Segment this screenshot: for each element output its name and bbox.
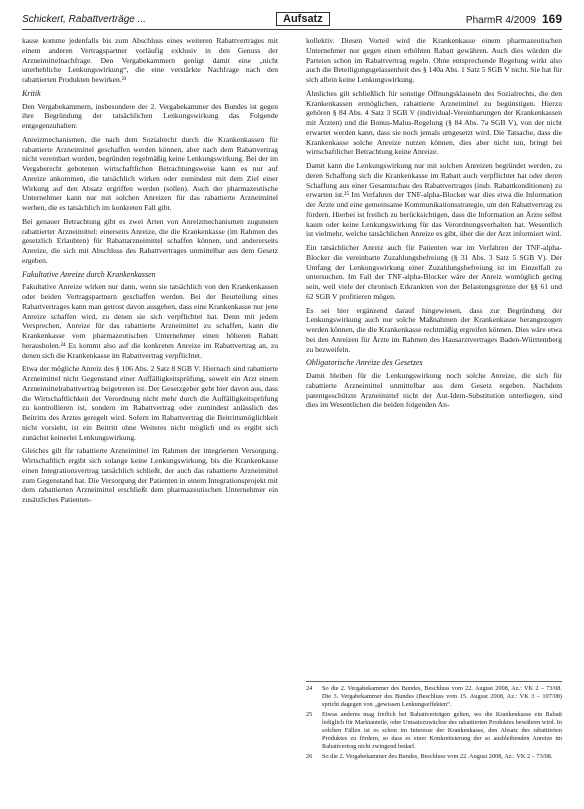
paragraph: Den Vergabekammern, insbesondere der 2. Vergabekammer des Bundes ist gegen ihre Begründung der tatsächlichen Lenkungswirkung das Folgende entgegenzuhalten:: [22, 101, 278, 130]
footnote-number: 26: [306, 753, 313, 760]
running-title: Schickert, Rabattverträge ...: [22, 14, 146, 25]
paragraph: Etwa der mögliche Anreiz des § 106 Abs. 2 Satz 8 SGB V: Hiernach sind rabattierte Arzneimittel nicht Gegenstand einer Auffälligkeitsprüfung, soweit ein Arzt einem Arzneimittelrabattvertrag beigetreten ist. Der Gesetzgeber geht hier davon aus, dass die Wirtschaftlichkeit der Verordnung nicht mehr durch die Auffälligkeitsprüfung zu kontrollieren ist, sondern im Rabattvertrag oder zumindest anlässlich des Beitritts des Arztes geregelt wird. Sofern im Rabattvertrag die Beitrittsmöglichkeit nicht vorsieht, ist ein Beitritt ohne Weiteres nicht möglich und es ergibt sich zunächst keinerlei Lenkungswirkung.: [22, 364, 278, 442]
paragraph: Bei genauer Betrachtung gibt es zwei Arten von Anreizmechanismen zugunsten rabattierter Arzneimittel: einerseits Anreize, die die Krankenkasse (im Rahmen des gesetzlich Erlaubten) für Rabattarzneimittel schaffen können, und andererseits Anreize, die sich mit Abschluss des Rabattvertrages unmittelbar aus dem Gesetz ergeben.: [22, 216, 278, 265]
footnote-text: So die 2. Vergabekammer des Bundes, Beschluss vom 22. August 2008, Az.: VK 2 – 73/08. Die 3. Vergabekammer des Bundes (Beschluss vom 15. August 2008, Az.: VK 3 – 107/08) spricht dagegen von „gewissen Lenkungseffekten“.: [322, 685, 562, 708]
paragraph: Ein tatsächlicher Anreiz auch für Patienten war im Verfahren der TNF-alpha-Blocker die vereinbarte Zuzahlungsbefreiung (§ 31 Abs. 3 Satz 5 SGB V). Der Umfang der Lenkungswirkung einer Zuzahlungsbefreiung ist im Einzelfall zu untersuchen. Im Fall der TNF-alpha-Blocker wäre der Anreiz womöglich gering sein, weil viele der chronisch Erkrankten von der Belastungsgrenze der §§ 61 und 62 SGB V profitieren mögen.: [306, 243, 562, 301]
paragraph: Fakultative Anreize wirken nur dann, wenn sie tatsächlich von den Krankenkassen oder beiden Vertragspartnern geschaffen werden. Bei der Beurteilung eines Rabattvertrages kann man getrost davon ausgehen, dass eine Krankenkasse nur jene Anreize schaffen wird, zu denen sie sich verpflichtet hat. Denn mit jedem Versprechen, Anreize für das rabattierte Arzneimittel zu schaffen, kann die Krankenkasse vom pharmazeutischen Unternehmer einen höheren Rabatt herausholen.²⁴ Es kommt also auf die konkreten Anreize im Rabattvertrag an, zu denen sich die Krankenkasse im Rabattvertrag verpflichtet.: [22, 282, 278, 360]
footnote: [306, 685, 562, 709]
right-column: [306, 36, 562, 414]
footnote-text: Etwas anderes mag freilich bei Rabattverträgen gelten, wo die Krankenkasse ein Rabatt lediglich für Marktanteile, oder Umsatzzuwächse des rabattierten Produktes bewähren wird. In solchen Fällen ist es schon im Interesse der Krankenkasse, den Absatz des rabattierten Produktes zu fördern, so dass es einer Konkretisierung der so ausbleibenden Anreize im Rabattvertrag nicht zwingend bedarf.: [322, 711, 562, 750]
section-heading: Fakultative Anreize durch Krankenkassen: [22, 269, 156, 279]
paragraph: Es sei hier ergänzend darauf hingewiesen, dass zur Begründung der Lenkungswirkung auch nur solche Maßnahmen der Krankenkasse herangezogen werden können, die die Krankenkasse rechtmäßig ergreifen können. Dies wäre etwa bei den Anreizen für Ärzte im Rahmen des Hausarztvertrages Baden-Württemberg zu bezweifeln.: [306, 305, 562, 354]
journal-info: [466, 12, 562, 26]
section-heading: Kritik: [22, 88, 41, 98]
header-rule: [22, 29, 562, 30]
paragraph: kasse komme jedenfalls bis zum Abschluss eines weiteren Rabattvertrages mit einem anderen Vertragspartner vorläufig exklusiv in den Genuss der Arzneimittelnachfrage. Den Vergabekammern genügt damit eine „nicht unerhebliche Lenkungswirkung“, die eine verstärkte Nachfrage nach den rabattierten Produkten bewirken.²³: [22, 36, 278, 84]
footnote-number: 25: [306, 711, 313, 718]
paragraph: Damit bleiben für die Lenkungswirkung noch solche Anreize, die sich für rabattierte Arzneimittel unmittelbar aus dem Gesetz ergeben. Nachdem patentgeschützte Arzneimittel nicht der Aut-Idem-Substitution unterliegen, sind dies im Wesentlichen die beiden folgenden An-: [306, 371, 562, 410]
footnote: [306, 753, 562, 761]
section-label: Aufsatz: [276, 12, 330, 26]
paragraph: Gleiches gilt für rabattierte Arzneimittel im Rahmen der integrierten Versorgung. Wirtschaftlich ergibt sich solange keine Lenkungswirkung, bis die Krankenkasse einen Integrationsvertrag tatsächlich schließt, der auch das rabattierte Arzneimittel zum Gegenstand hat. Die Versorgung der Patienten in einem Integrationsprojekt mit dem rabattierten Arzneimittel erschließt dem pharmazeutischen Unternehmer ein zusätzliches Patienten-: [22, 446, 278, 504]
paragraph: kollektiv. Diesen Vorteil wird die Krankenkasse einem pharmazeutischen Unternehmer nur gegen einen erhöhten Rabatt gewähren. Auch dies würden die Parteien schon im Rabattvertrag regeln. Ohne entsprechende Regelung wirkt also auch die Beteiligungsgelassenheit des § 140a Abs. 1 Satz 5 SGB V nicht. Sie hat für sich allein keine Lenkungswirkung.: [306, 36, 562, 84]
journal-name: PharmR 4/2009: [465, 15, 536, 26]
page-number: 169: [541, 12, 562, 26]
footnote-text: So die 2. Vergabekammer des Bundes, Beschluss vom 22. August 2008, Az.: VK 2 – 73/08.: [322, 753, 553, 760]
left-column: [22, 36, 278, 509]
page-header: [22, 10, 562, 30]
section-heading: Obligatorische Anreize des Gesetzes: [306, 358, 423, 368]
footnote-number: 24: [306, 685, 313, 692]
paragraph: Anreizmechanismen, die nach dem Sozialrecht durch die Krankenkassen für rabattierte Arzneimittel geschaffen werden können, aber nach dem Rabattvertrag nicht vereinbart wurden, begründen regelmäßig keine Lenkungswirkung. Bei der im Vergaberecht gebotenen wirtschaftlichen Betrachtungsweise kann es nur auf Anreize ankommen, die tatsächlich wirken oder zumindest mit dem Ziel einer Wirkung auf den Absatz ergriffen werden (sollen). Auch der pharmazeutische Unternehmer kann nur mit solchen Anreizen für das rabattierte Arzneimittel werben, die es tatsächlich im konkreten Fall gibt.: [22, 134, 278, 212]
paragraph: Damit kann die Lenkungswirkung nur mit solchen Anreizen begründet werden, zu deren Schaffung sich die Krankenkasse im Rabatt auch verpflichtet hat oder deren Schaffung aus einer Gesamtschau des Rabattvertrages (insb. Rabattkonditionen) zu erwarten ist.²⁵ Im Verfahren der TNF-alpha-Blocker war dies etwa die Information der Ärzte und eine gemeinsame Kommunikationsstrategie, um den Rabattvertrag zu fördern. Hierbei ist freilich zu berücksichtigen, dass die Information an Ärzte selbst kaum oder keine Lenkungswirkung für das Verordnungsverhalten hat. Wesentlich ist vielmehr, welche tatsächlichen Anreize es gibt, über die der Arzt informiert wird.: [306, 161, 562, 239]
paragraph: Ähnliches gilt schließlich für sonstige Öffnungsklauseln des Sozialrechts, die den Krankenkassen ermöglichen, rabattierte Arzneimittel zu begünstigen. Hierzu gehören § 84 Abs. 4 Satz 3 SGB V (individual-Vereinbarungen der Krankenkassen mit Ärzten) und die Bonus-Malus-Regelung (§ 84 Abs. 7a SGB V), von der nicht erwartet werden kann, dass sie noch jemals umgesetzt wird. Die Tatsache, dass die Krankenkasse solche Anreize nutzen können, dies aber nicht tun, bringt bei wirtschaftlicher Betrachtung keine Anreize.: [306, 88, 562, 157]
footnote: [306, 711, 562, 751]
footnotes: [306, 681, 562, 763]
